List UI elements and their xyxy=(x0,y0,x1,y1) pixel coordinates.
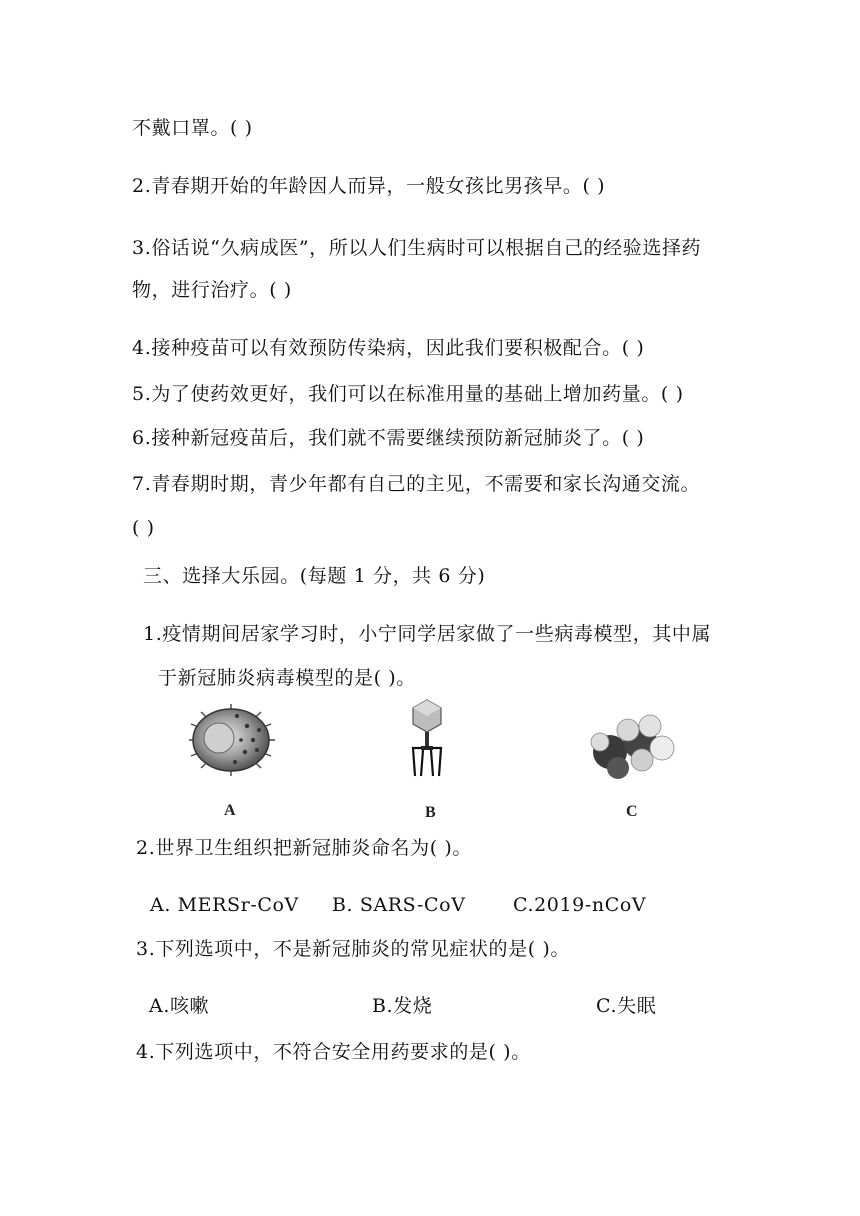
bacteriophage-model-icon xyxy=(405,698,449,782)
tf-question-4: 4.接种疫苗可以有效预防传染病，因此我们要积极配合。( ) xyxy=(132,337,645,359)
option-c-image xyxy=(588,712,678,782)
question-continuation: 不戴口罩。( ) xyxy=(132,117,253,139)
section-heading: 三、选择大乐园。(每题 1 分，共 6 分) xyxy=(143,565,486,587)
mc-question-2-option-a: A. MERSr-CoV xyxy=(150,894,299,916)
mc-question-3-option-c: C.失眠 xyxy=(596,995,657,1017)
option-b-image xyxy=(405,698,449,782)
tf-question-5: 5.为了使药效更好，我们可以在标准用量的基础上增加药量。( ) xyxy=(132,383,684,405)
mc-question-2-option-c: C.2019-nCoV xyxy=(513,894,647,916)
mc-question-1-line2: 于新冠肺炎病毒模型的是( )。 xyxy=(158,667,416,689)
tf-question-6: 6.接种新冠疫苗后，我们就不需要继续预防新冠肺炎了。( ) xyxy=(132,427,645,449)
molecule-ball-model-icon xyxy=(588,712,678,782)
mc-question-2-option-b: B. SARS-CoV xyxy=(332,894,466,916)
coronavirus-model-icon xyxy=(181,702,281,778)
mc-question-4: 4.下列选项中，不符合安全用药要求的是( )。 xyxy=(136,1041,531,1063)
option-b-label: B xyxy=(425,804,436,821)
tf-question-3-line2: 物，进行治疗。( ) xyxy=(132,279,292,301)
tf-question-7-line2: ( ) xyxy=(132,517,155,539)
tf-question-3-line1: 3.俗话说“久病成医”，所以人们生病时可以根据自己的经验选择药 xyxy=(132,237,702,259)
option-a-label: A xyxy=(224,802,236,819)
mc-question-3-option-b: B.发烧 xyxy=(372,995,433,1017)
mc-question-1-line1: 1.疫情期间居家学习时，小宁同学居家做了一些病毒模型，其中属 xyxy=(143,623,712,645)
tf-question-2: 2.青春期开始的年龄因人而异，一般女孩比男孩早。( ) xyxy=(132,175,606,197)
mc-question-3: 3.下列选项中，不是新冠肺炎的常见症状的是( )。 xyxy=(136,938,570,960)
mc-question-2: 2.世界卫生组织把新冠肺炎命名为( )。 xyxy=(136,837,472,859)
option-a-image xyxy=(181,702,281,778)
mc-question-3-option-a: A.咳嗽 xyxy=(149,995,210,1017)
option-c-label: C xyxy=(626,803,638,820)
tf-question-7-line1: 7.青春期时期，青少年都有自己的主见，不需要和家长沟通交流。 xyxy=(132,473,701,495)
